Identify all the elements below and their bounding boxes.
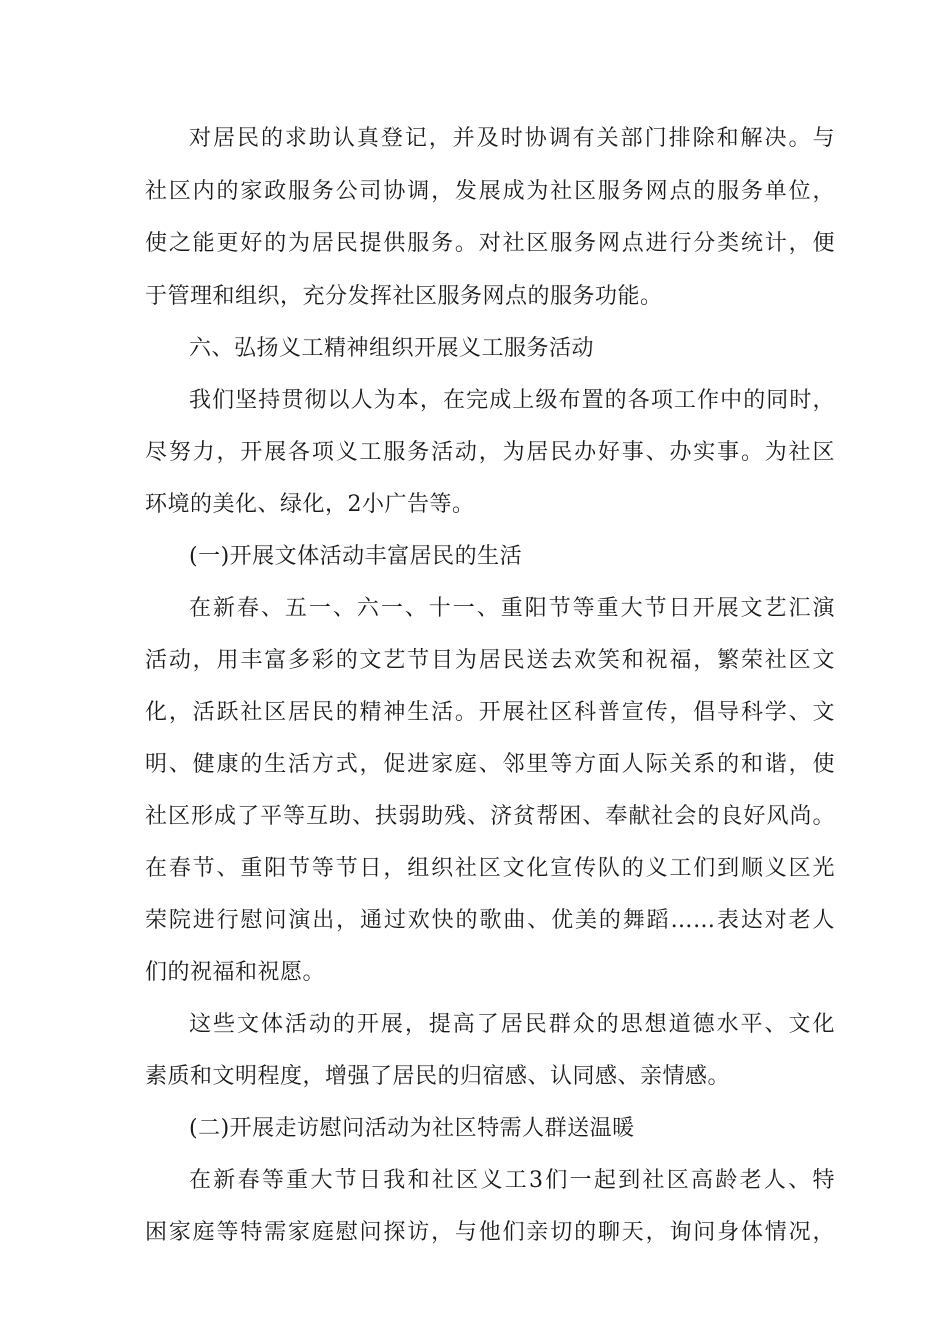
- text-line: 社区内的家政服务公司协调，发展成为社区服务网点的服务单位，: [145, 179, 835, 204]
- text-line: 困家庭等特需家庭慰问探访，与他们亲切的聊天，询问身体情况，: [145, 1220, 835, 1245]
- text-line: 环境的美化、绿化，2小广告等。: [145, 492, 475, 517]
- text-line: 明、健康的生活方式，促进家庭、邻里等方面人际关系的和谐，使: [145, 752, 835, 777]
- text-line: 荣院进行慰问演出，通过欢快的歌曲、优美的舞蹈……表达对老人: [145, 908, 835, 933]
- text-line: 在新春、五一、六一、十一、重阳节等重大节日开展文艺汇演: [189, 596, 835, 621]
- subsection-heading: (二)开展走访慰问活动为社区特需人群送温暖: [189, 1116, 635, 1141]
- text-line: 对居民的求助认真登记，并及时协调有关部门排除和解决。与: [189, 126, 835, 151]
- text-line: 素质和文明程度，增强了居民的归宿感、认同感、亲情感。: [145, 1064, 731, 1089]
- text-line: 化，活跃社区居民的精神生活。开展社区科普宣传，倡导科学、文: [145, 700, 835, 725]
- text-line: 于管理和组织，充分发挥社区服务网点的服务功能。: [145, 284, 663, 309]
- text-line: 们的祝福和祝愿。: [145, 960, 326, 985]
- text-line: 活动，用丰富多彩的文艺节目为居民送去欢笑和祝福，繁荣社区文: [145, 648, 835, 673]
- text-line: 使之能更好的为居民提供服务。对社区服务网点进行分类统计，便: [145, 231, 835, 256]
- text-line: 在新春等重大节日我和社区义工3们一起到社区高龄老人、特: [189, 1168, 835, 1193]
- section-heading: 六、弘扬义工精神组织开展义工服务活动: [189, 336, 595, 361]
- text-line: 在春节、重阳节等节日，组织社区文化宣传队的义工们到顺义区光: [145, 856, 835, 881]
- text-line: 我们坚持贯彻以人为本，在完成上级布置的各项工作中的同时，: [189, 388, 835, 413]
- text-line: 这些文体活动的开展，提高了居民群众的思想道德水平、文化: [189, 1012, 835, 1037]
- subsection-heading: (一)开展文体活动丰富居民的生活: [189, 544, 523, 569]
- text-line: 尽努力，开展各项义工服务活动，为居民办好事、办实事。为社区: [145, 440, 835, 465]
- text-line: 社区形成了平等互助、扶弱助残、济贫帮困、奉献社会的良好风尚。: [145, 804, 835, 829]
